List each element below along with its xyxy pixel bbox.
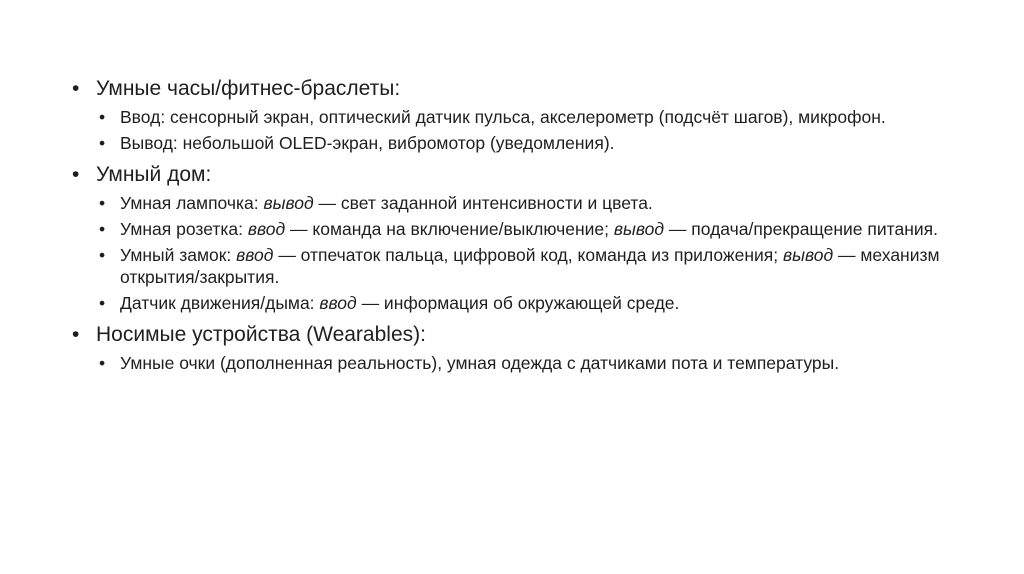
emphasis-text: ввод	[247, 219, 286, 239]
section-title: Умный дом:	[96, 163, 212, 186]
item-text: Умные очки (дополненная реальность), умная одежда с датчиками пота и температуры.	[120, 353, 840, 373]
emphasis-text: вывод	[263, 193, 314, 213]
list-item	[72, 352, 952, 374]
list-item	[72, 106, 952, 128]
list-item	[72, 218, 952, 240]
sub-list	[72, 106, 952, 154]
section-heading	[72, 322, 952, 348]
emphasis-text: ввод	[319, 293, 357, 313]
bullet-icon: •	[72, 77, 80, 100]
list-item	[72, 292, 952, 314]
bullet-icon: •	[99, 293, 106, 313]
sub-list	[72, 352, 952, 374]
item-text: — информация об окружающей среде.	[356, 293, 680, 313]
section-title: Умные часы/фитнес-браслеты:	[96, 77, 401, 100]
emphasis-text: ввод	[236, 245, 274, 265]
item-text: — свет заданной интенсивности и цвета.	[313, 193, 653, 213]
bullet-icon: •	[99, 245, 106, 265]
bullet-list	[72, 76, 952, 382]
bullet-icon: •	[99, 193, 106, 213]
bullet-icon: •	[99, 133, 106, 153]
emphasis-text: вывод	[613, 219, 665, 239]
item-text: — отпечаток пальца, цифровой код, команда из приложения;	[273, 245, 783, 265]
bullet-icon: •	[99, 353, 106, 373]
item-text: Ввод: сенсорный экран, оптический датчик пульса, акселерометр (подсчёт шагов), микрофон.	[120, 107, 886, 127]
list-item	[72, 244, 952, 288]
emphasis-text: вывод	[782, 245, 834, 265]
item-text: Умный замок:	[120, 245, 237, 265]
list-item	[72, 132, 952, 154]
item-text: Датчик движения/дыма:	[120, 293, 320, 313]
bullet-icon: •	[72, 323, 80, 346]
item-text: — механизм открытия/закрытия.	[120, 245, 940, 287]
item-text: Умная лампочка:	[120, 193, 264, 213]
item-text: Вывод: небольшой OLED-экран, вибромотор (уведомления).	[120, 133, 615, 153]
section-heading	[72, 162, 952, 188]
bullet-icon: •	[99, 107, 106, 127]
bullet-icon: •	[72, 163, 80, 186]
sub-list	[72, 192, 952, 314]
item-text: Умная розетка:	[120, 219, 248, 239]
item-text: — подача/прекращение питания.	[664, 219, 938, 239]
section-heading	[72, 76, 952, 102]
bullet-icon: •	[99, 219, 106, 239]
section-title: Носимые устройства (Wearables):	[96, 323, 426, 346]
list-item	[72, 192, 952, 214]
item-text: — команда на включение/выключение;	[285, 219, 614, 239]
